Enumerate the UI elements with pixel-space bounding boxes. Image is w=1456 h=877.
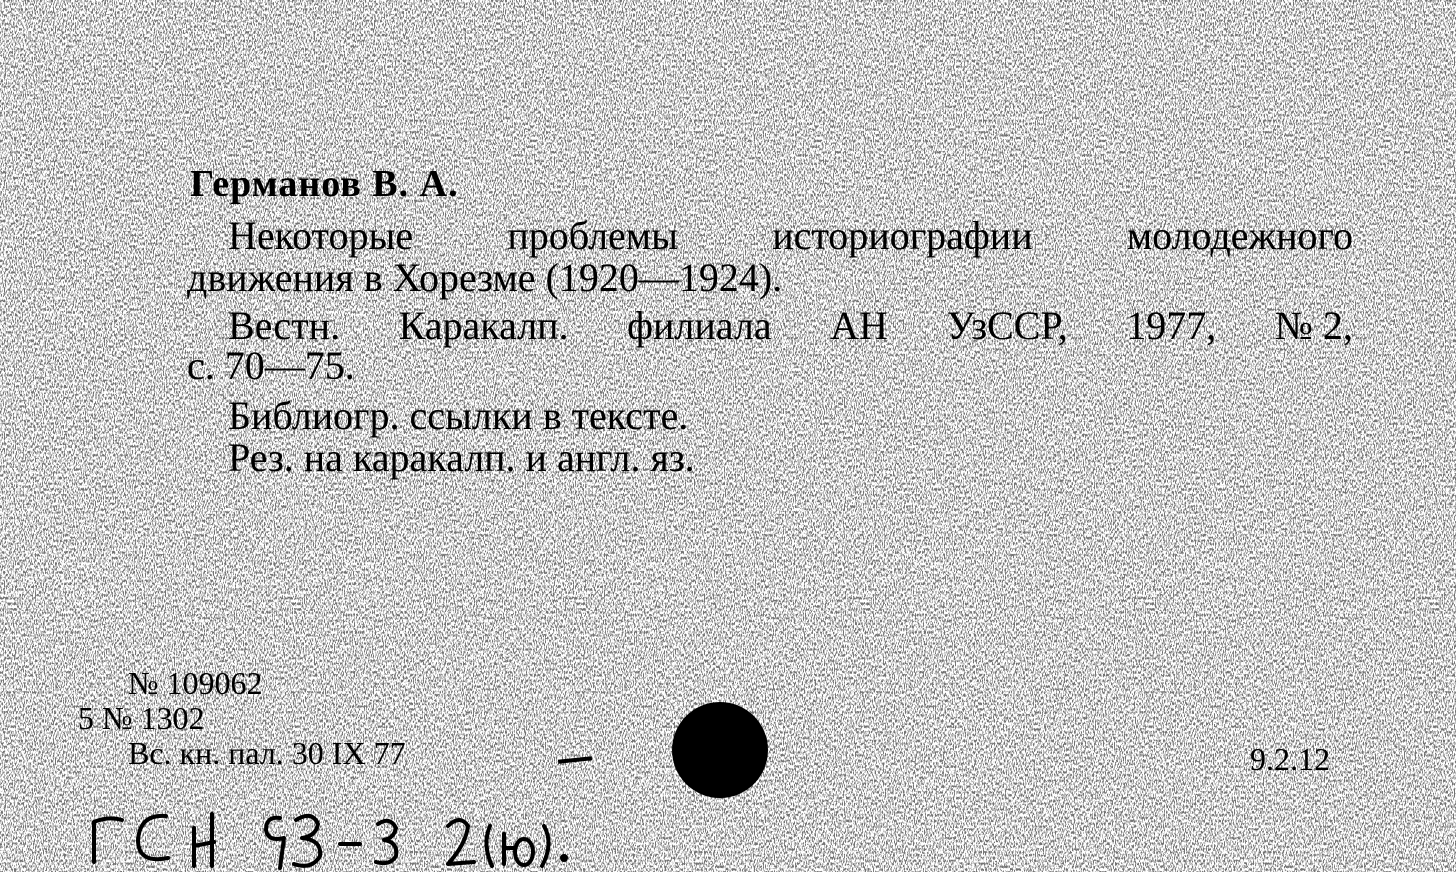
source-pages: с. 70—75. bbox=[187, 343, 355, 388]
order-number: 5 № 1302 bbox=[78, 700, 205, 736]
author-heading: Германов В. А. bbox=[190, 163, 459, 205]
title-word: историографии bbox=[772, 213, 1033, 258]
source-line-1 bbox=[228, 302, 1353, 349]
classification-code: 9.2.12 bbox=[1250, 741, 1330, 777]
title-line-2: движения в Хорезме (1920—1924). bbox=[187, 255, 783, 300]
source-word: Каракалп. bbox=[398, 303, 569, 348]
source-word: филиала bbox=[627, 303, 772, 348]
bibliography-note: Библиогр. ссылки в тексте. bbox=[228, 393, 689, 438]
title-word: проблемы bbox=[507, 213, 678, 258]
source-word: УзССР, bbox=[946, 303, 1068, 348]
resume-note: Рез. на каракалп. и англ. яз. bbox=[228, 435, 695, 480]
source-word: № 2, bbox=[1274, 303, 1353, 348]
source-word: 1977, bbox=[1126, 303, 1217, 348]
dash-mark bbox=[558, 756, 592, 764]
source-word: АН bbox=[830, 303, 888, 348]
received-stamp: Вс. кн. пал. 30 IX 77 bbox=[128, 735, 406, 771]
inventory-number: № 109062 bbox=[128, 665, 263, 701]
source-word: Вестн. bbox=[228, 303, 341, 348]
handwritten-shelfmark bbox=[90, 792, 630, 872]
title-word: Некоторые bbox=[228, 213, 414, 258]
card-punch-hole bbox=[672, 702, 768, 798]
title-word: молодежного bbox=[1126, 213, 1353, 258]
title-line-1 bbox=[228, 212, 1353, 259]
